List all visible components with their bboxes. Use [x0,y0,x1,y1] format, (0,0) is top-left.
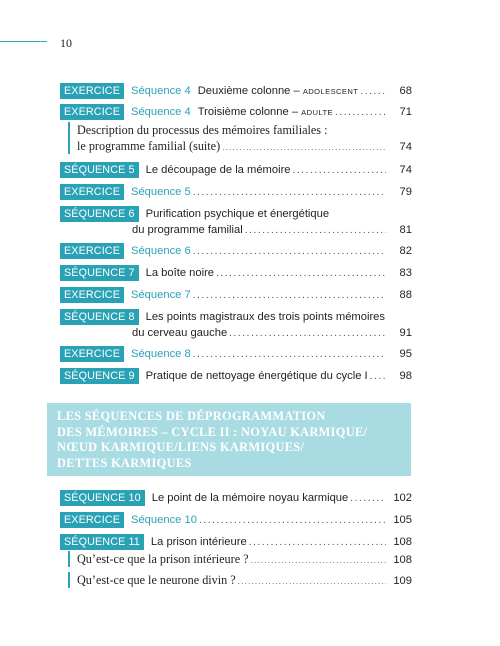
leader-dots [229,326,386,342]
leader-dots [350,491,386,507]
entry-page: 88 [399,289,412,301]
entry-sequence: Séquence 4 [131,85,191,97]
entry-title: La prison intérieure [150,536,247,548]
toc-entry[interactable] [60,265,412,281]
header-rule [0,41,47,42]
entry-tag: SÉQUENCE 11 [60,534,144,550]
toc-entry[interactable] [60,534,412,550]
banner-line: LES SÉQUENCES DE DÉPROGRAMMATION [57,409,326,423]
entry-tag: EXERCICE [60,512,124,528]
subentry-title: Description du processus des mémoires familiales : [77,123,328,137]
leader-dots [335,105,386,121]
toc-entry[interactable] [60,206,412,238]
entry-page: 98 [399,370,412,382]
toc-entry[interactable] [60,104,412,120]
entry-page: 91 [399,327,412,339]
toc-entry[interactable] [60,287,412,303]
entry-title: Les points magistraux des trois points mémoires [145,311,385,323]
entry-page: 105 [393,514,412,526]
subentry-title: Qu’est-ce que le neurone divin ? [77,573,236,587]
subentry-page: 108 [393,554,412,566]
banner-line: NŒUD KARMIQUE/LIENS KARMIQUES/ [57,440,305,454]
toc-subentry[interactable] [68,551,412,567]
toc-entry[interactable] [60,162,412,178]
entry-title: Troisième colonne – ADULTE [197,106,333,118]
subentry-page: 74 [399,141,412,153]
entry-page: 83 [399,267,412,279]
leader-dots [216,266,386,282]
leader-dots [222,140,386,156]
entry-title-cont: du cerveau gauche [132,327,228,339]
leader-dots [251,553,386,569]
entry-page: 79 [399,186,412,198]
entry-sequence: Séquence 6 [131,245,191,257]
toc-entry[interactable] [60,184,412,200]
entry-page: 108 [393,536,412,548]
toc-subentry[interactable] [68,122,412,154]
banner-line: DES MÉMOIRES – CYCLE II : NOYAU KARMIQUE/ [57,424,368,439]
entry-tag: SÉQUENCE 8 [60,309,139,325]
entry-title: Deuxième colonne – ADOLESCENT [197,85,359,97]
entry-tag: SÉQUENCE 7 [60,265,139,281]
entry-page: 74 [399,164,412,176]
entry-sequence: Séquence 4 [131,106,191,118]
leader-dots [370,369,386,385]
entry-title-cont: du programme familial [132,224,243,236]
toc-entry[interactable] [60,83,412,99]
leader-dots [293,163,386,179]
entry-page: 68 [399,85,412,97]
entry-sequence: Séquence 8 [131,348,191,360]
banner-line: DETTES KARMIQUES [57,455,192,470]
leader-dots [193,244,386,260]
entry-title: Le découpage de la mémoire [145,164,291,176]
leader-dots [193,185,386,201]
toc-entry[interactable] [60,243,412,259]
subentry-page: 109 [393,575,412,587]
entry-title: Pratique de nettoyage énergétique du cycle I [145,370,368,382]
entry-tag: SÉQUENCE 5 [60,162,139,178]
toc-entry[interactable] [60,368,412,384]
page-number: 10 [60,36,72,50]
toc-subentry[interactable] [68,572,412,588]
entry-tag: EXERCICE [60,346,124,362]
entry-page: 102 [393,492,412,504]
entry-sequence: Séquence 7 [131,289,191,301]
section-banner [47,403,411,476]
entry-page: 71 [399,106,412,118]
leader-dots [249,535,386,551]
leader-dots [238,574,386,590]
leader-dots [245,223,386,239]
leader-dots [199,513,386,529]
entry-tag: SÉQUENCE 10 [60,490,145,506]
entry-sequence: Séquence 5 [131,186,191,198]
entry-title: Purification psychique et énergétique [145,208,330,220]
entry-title: Le point de la mémoire noyau karmique [151,492,349,504]
entry-page: 95 [399,348,412,360]
toc-entry[interactable] [60,512,412,528]
toc-entry[interactable] [60,490,412,506]
entry-tag: EXERCICE [60,184,124,200]
subentry-title: Qu’est-ce que la prison intérieure ? [77,552,249,566]
entry-tag: SÉQUENCE 6 [60,206,139,222]
toc-entry[interactable] [60,309,412,341]
entry-page: 82 [399,245,412,257]
toc-entry[interactable] [60,346,412,362]
subentry-title-cont: le programme familial (suite) [77,139,221,153]
entry-tag: EXERCICE [60,104,124,120]
entry-tag: EXERCICE [60,287,124,303]
entry-sequence: Séquence 10 [131,514,197,526]
entry-tag: SÉQUENCE 9 [60,368,139,384]
entry-tag: EXERCICE [60,83,124,99]
leader-dots [193,288,386,304]
entry-title: La boîte noire [145,267,215,279]
leader-dots [360,84,386,100]
entry-tag: EXERCICE [60,243,124,259]
leader-dots [193,347,386,363]
entry-page: 81 [399,224,412,236]
